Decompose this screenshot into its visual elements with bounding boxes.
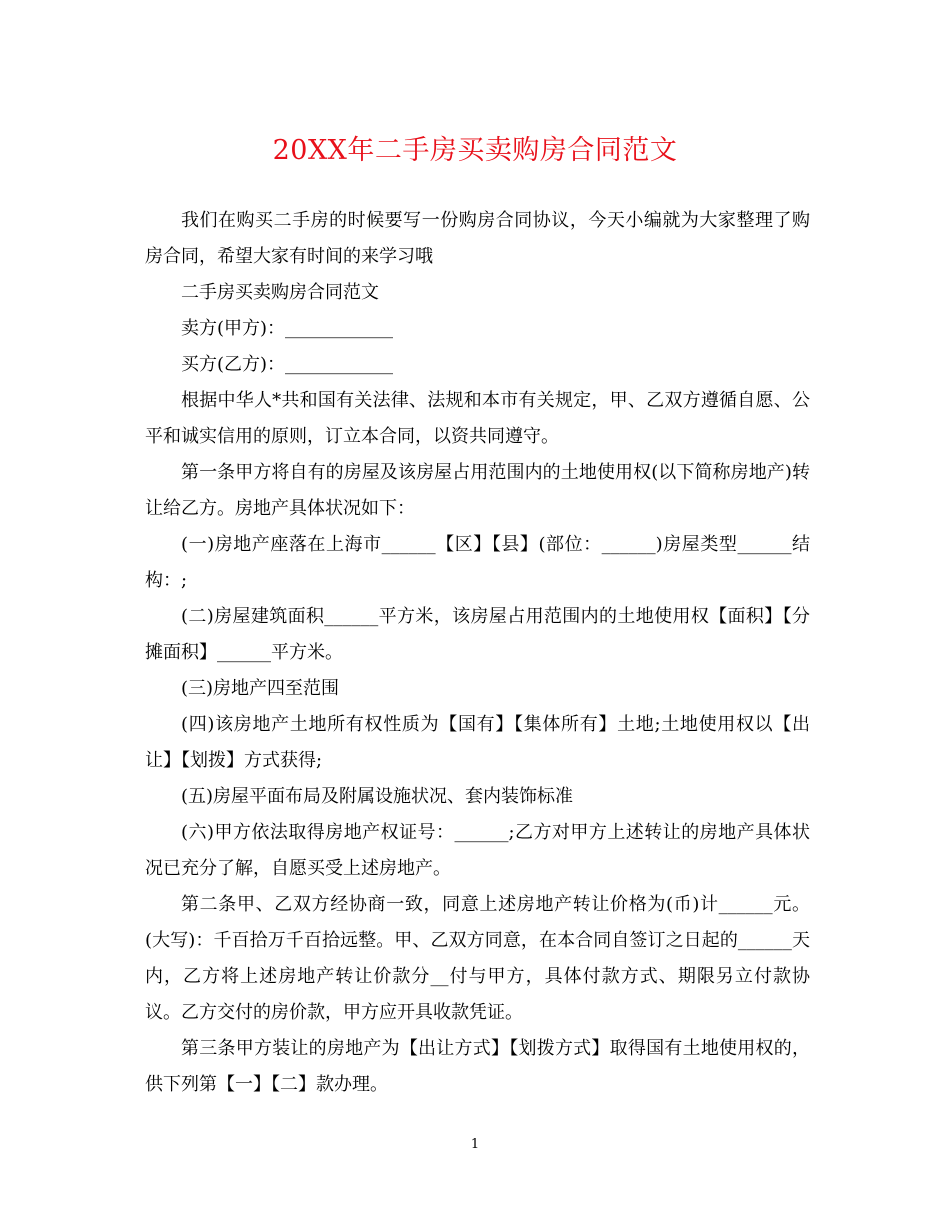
page-number: 1 [470,1137,480,1152]
contract-heading: 二手房买卖购房合同范文 [181,282,379,303]
article-1-item-6: (六)甲方依法取得房地产权证号：______;乙方对甲方上述转让的房地产具体状况已充分了解，自愿买受上述房地产。 [145,822,810,879]
preamble-paragraph: 根据中华人*共和国有关法律、法规和本市有关规定，甲、乙双方遵循自愿、公平和诚实信用的原则，订立本合同，以资共同遵守。 [145,390,810,447]
document-title: 20XX年二手房买卖购房合同范文 [272,135,678,166]
article-1-item-3: (三)房地产四至范围 [181,678,340,699]
document-body [145,203,810,1103]
article-1-item-2: (二)房屋建筑面积______平方米，该房屋占用范围内的土地使用权【面积】【分摊面积】______平方米。 [145,606,810,663]
article-1-item-1: (一)房地产座落在上海市______【区】【县】(部位：______)房屋类型______结构：; [145,534,810,591]
article-1: 第一条甲方将自有的房屋及该房屋占用范围内的土地使用权(以下简称房地产)转让给乙方。房地产具体状况如下： [145,462,810,519]
intro-paragraph: 我们在购买二手房的时候要写一份购房合同协议，今天小编就为大家整理了购房合同，希望大家有时间的来学习哦 [145,210,810,267]
article-1-item-4: (四)该房地产土地所有权性质为【国有】【集体所有】土地;土地使用权以【出让】【划拨】方式获得; [145,714,810,771]
buyer-line: 买方(乙方)：____________ [181,354,394,375]
article-1-item-5: (五)房屋平面布局及附属设施状况、套内装饰标准 [181,786,574,807]
seller-line: 卖方(甲方)：____________ [181,318,394,339]
article-2: 第二条甲、乙双方经协商一致，同意上述房地产转让价格为(币)计______元。(大写)：千百拾万千百拾远整。甲、乙双方同意，在本合同自签订之日起的______天内，乙方将上述房地产转让价款分__付与甲方，具体付款方式、期限另立付款协议。乙方交付的房价款，甲方应开具收款凭证。 [145,894,810,1023]
article-3: 第三条甲方装让的房地产为【出让方式】【划拨方式】取得国有土地使用权的，供下列第【一】【二】款办理。 [145,1038,810,1095]
